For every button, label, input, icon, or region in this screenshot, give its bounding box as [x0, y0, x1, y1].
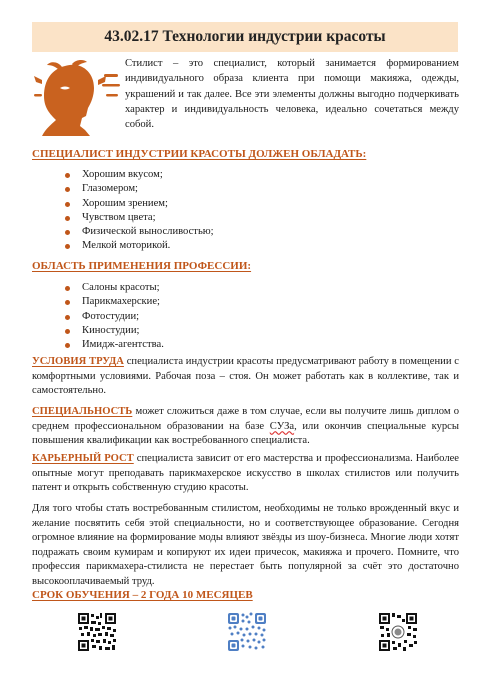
career-paragraph: [32, 452, 459, 496]
career-text: специалиста зависит от его мастерства и профессионализма. Наиболее опытные могут преподавать парикмахерское искусство в школах стилистов или получить патент и открыть собственную студию красоты.: [32, 453, 460, 494]
list-item: Имидж-агентства.: [82, 338, 164, 352]
career-lead: КАРЬЕРНЫЙ РОСТ: [32, 453, 134, 464]
application-list: [82, 281, 164, 352]
suz-term: СУЗа: [269, 420, 295, 432]
conditions-text: специалиста индустрии красоты предусматривают работу в помещении с комфортными условиями. Рабочая поза – стоя. Он может работать как в коллективе, так и самостоятельно.: [32, 356, 459, 397]
list-item: Парикмахерские;: [82, 295, 164, 309]
list-item: Чувством цвета;: [82, 211, 214, 225]
conditions-paragraph: [32, 355, 459, 399]
conditions-lead: УСЛОВИЯ ТРУДА: [32, 356, 124, 367]
woman-silhouette-logo: [32, 58, 122, 136]
study-term: СРОК ОБУЧЕНИЯ – 2 ГОДА 10 МЕСЯЦЕВ: [32, 589, 253, 601]
list-item: Фотостудии;: [82, 310, 164, 324]
closing-paragraph: Для того чтобы стать востребованным стилистом, необходимы не только врожденный вкус и желание посвятить себя этой специальности, но и соответствующее образование. Сегодня огромное влияние на формирование моды влияют звёзды из шоу-бизнеса. Многие люди хотят подражать своим кумирам и копируют их идеи причесок, макияжа и прочего. Помните, что профессия парикмахера-стилиста не перестает быть популярной за счёт это достаточно высокооплачиваемый труд.: [32, 503, 459, 587]
list-item: Хорошим зрением;: [82, 197, 214, 211]
list-item: Глазомером;: [82, 182, 214, 196]
specialty-lead: СПЕЦИАЛЬНОСТЬ: [32, 406, 133, 417]
qr-code-blue-icon[interactable]: [227, 612, 267, 652]
qr-code-logo-icon[interactable]: [378, 612, 418, 652]
skills-heading: СПЕЦИАЛИСТ ИНДУСТРИИ КРАСОТЫ ДОЛЖЕН ОБЛАДАТЬ:: [32, 148, 367, 160]
list-item: Физической выносливостью;: [82, 225, 214, 239]
specialty-text-before: может сложиться даже в том случае, если вы получите лишь диплом о среднем профессиональном образовании на базе: [32, 406, 459, 432]
page-title: 43.02.17 Технологии индустрии красоты: [32, 22, 458, 52]
specialty-paragraph: [32, 405, 459, 449]
specialty-text-after: , или окончив специальные курсы повышения квалификации как востребованного специалиста.: [32, 420, 460, 447]
list-item: Киностудии;: [82, 324, 164, 338]
intro-paragraph: Стилист – это специалист, который занимается формированием индивидуального образа клиента при помощи макияжа, одежды, украшений и так далее. Все эти элементы должны выгодно подчеркивать характер и индивидуальность человека, идеально сочетаться между собой.: [125, 58, 459, 131]
application-heading: ОБЛАСТЬ ПРИМЕНЕНИЯ ПРОФЕССИИ:: [32, 260, 252, 272]
list-item: Хорошим вкусом;: [82, 168, 214, 182]
list-item: Мелкой моторикой.: [82, 239, 214, 253]
qr-code-icon[interactable]: [77, 612, 117, 652]
list-item: Салоны красоты;: [82, 281, 164, 295]
skills-list: [82, 168, 214, 254]
